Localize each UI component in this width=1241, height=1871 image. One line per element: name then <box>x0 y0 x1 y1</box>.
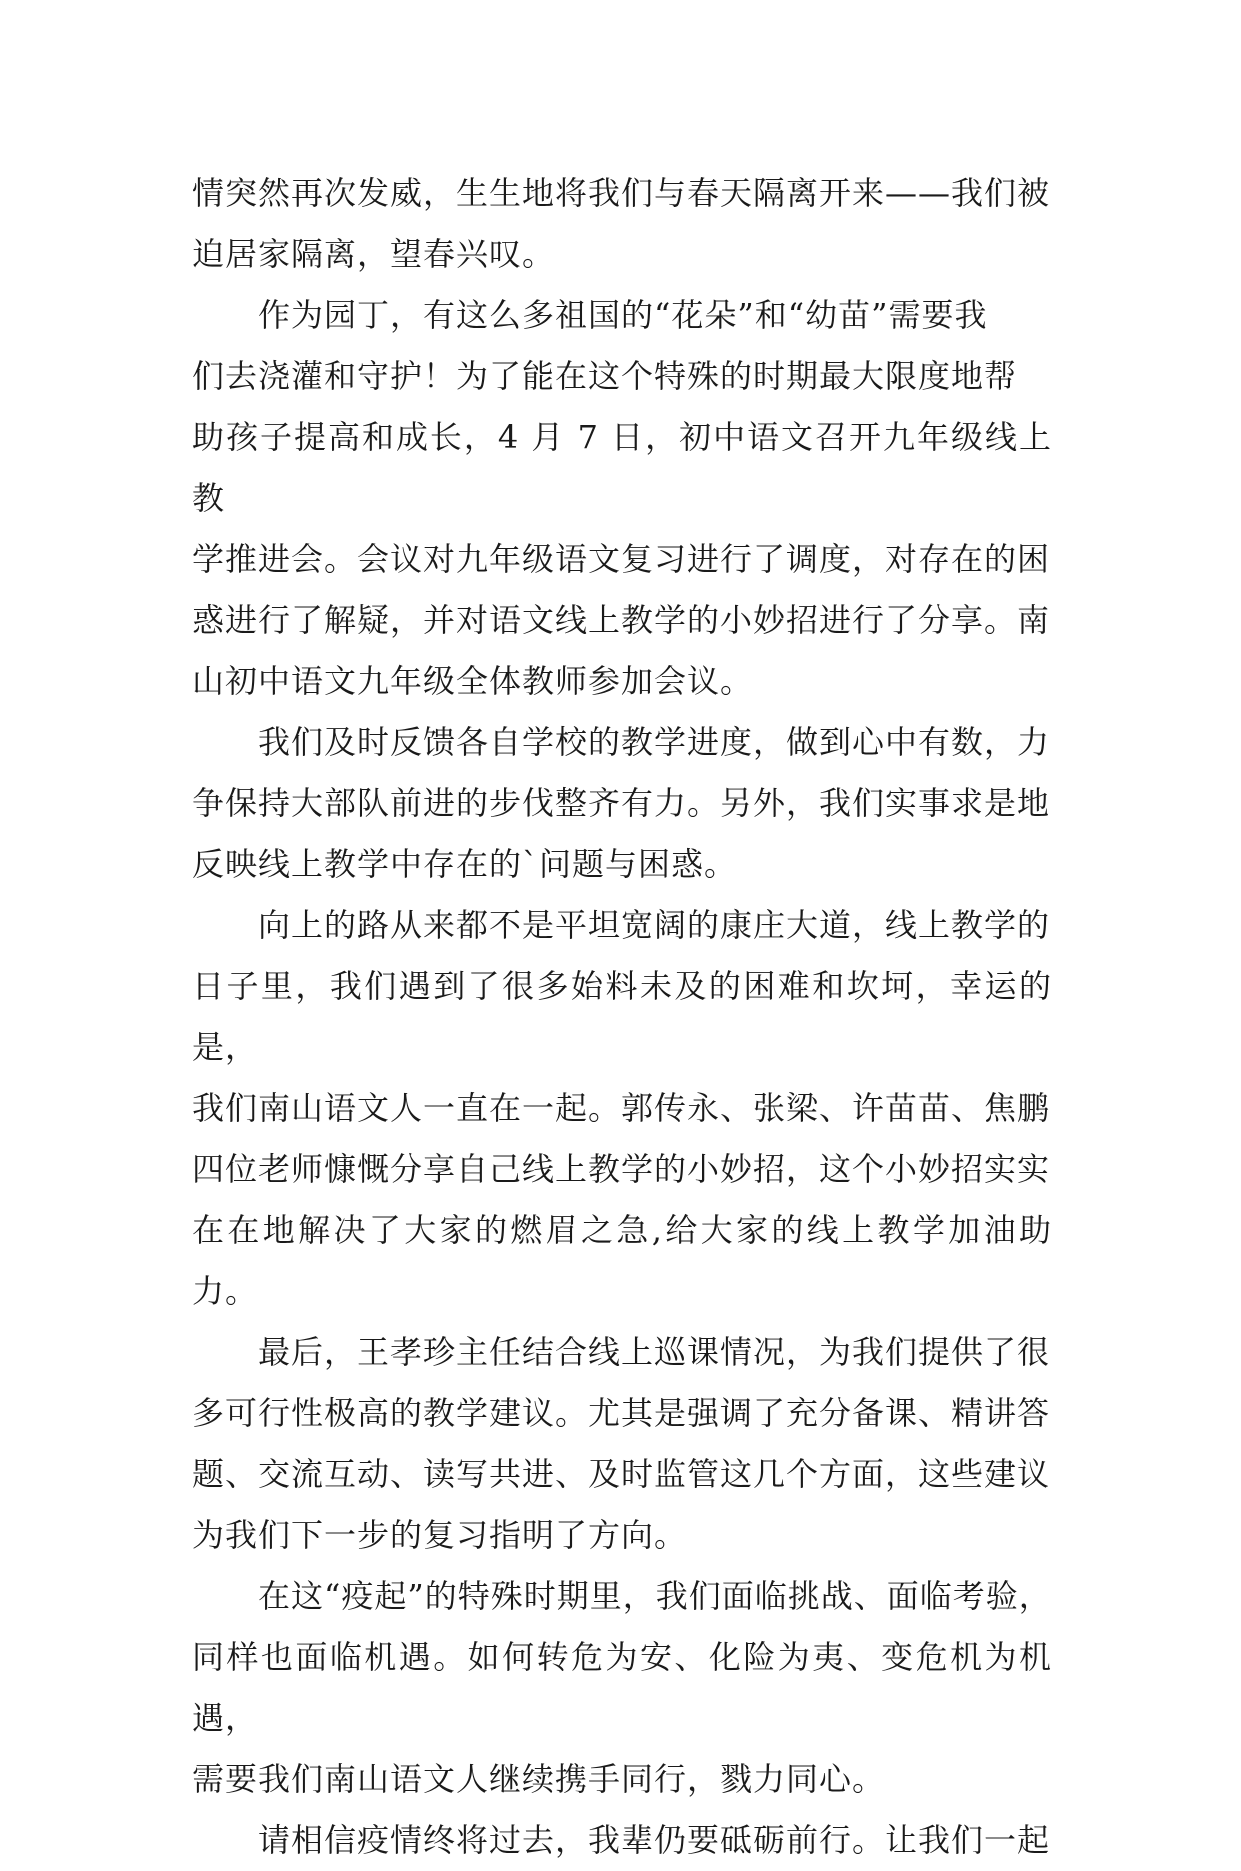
paragraph-1: 情突然再次发威，生生地将我们与春天隔离开来——我们被 迫居家隔离，望春兴叹。 <box>192 174 1051 273</box>
paragraph-3: 我们及时反馈各自学校的教学进度，做到心中有数，力 争保持大部队前进的步伐整齐有力。另外，我们实事求是地 反映线上教学中存在的`问题与困惑。 <box>192 723 1051 883</box>
document-page <box>192 163 1052 1871</box>
paragraph-5: 最后，王孝珍主任结合线上巡课情况，为我们提供了很 多可行性极高的教学建议。尤其是强调了充分备课、精讲答 题、交流互动、读写共进、及时监管这几个方面，这些建议 为我们下一步的复习指明了方向。 <box>192 1333 1051 1554</box>
paragraph-7: 请相信疫情终将过去，我辈仍要砥砺前行。让我们一起 <box>192 1821 1051 1859</box>
paragraph-4: 向上的路从来都不是平坦宽阔的康庄大道，线上教学的 日子里，我们遇到了很多始料未及的困难和坎坷，幸运的是， 我们南山语文人一直在一起。郭传永、张梁、许苗苗、焦鹏 四位老师慷慨分享自己线上教学的小妙招，这个小妙招实实 在在地解决了大家的燃眉之急,给大家的线上教学加油助力。 <box>192 906 1052 1310</box>
paragraph-6: 在这“疫起”的特殊时期里，我们面临挑战、面临考验， 同样也面临机遇。如何转危为安、化险为夷、变危机为机遇， 需要我们南山语文人继续携手同行，戮力同心。 <box>192 1577 1052 1798</box>
paragraph-2: 作为园丁，有这么多祖国的“花朵”和“幼苗”需要我 们去浇灌和守护！为了能在这个特殊的时期最大限度地帮 助孩子提高和成长，4 月 7 日，初中语文召开九年级线上教 学推进会。会议对九年级语文复习进行了调度，对存在的困 惑进行了解疑，并对语文线上教学的小妙招进行了分享。南 山初中语文九年级全体教师参加会议。 <box>192 296 1052 700</box>
